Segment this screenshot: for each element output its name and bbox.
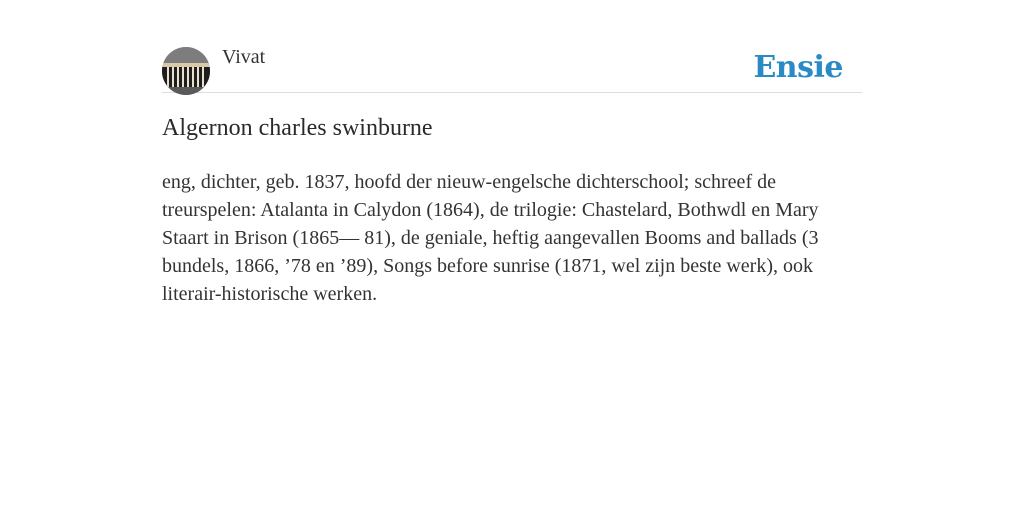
source-name[interactable]: Vivat — [222, 46, 266, 68]
entry-title: Algernon charles swinburne — [162, 115, 433, 141]
header — [162, 0, 862, 93]
source-avatar[interactable] — [162, 47, 210, 95]
brand-logo[interactable]: Ensie — [753, 50, 843, 85]
entry-body: eng, dichter, geb. 1837, hoofd der nieuw-engelsche dichterschool; schreef de treurspelen: Atalanta in Calydon (1864), de trilogie: Chastelard, Bothwdl en Mary Staart in Brison (1865— 81), de geniale, heftig aangevallen Booms and ballads (3 bundels, 1866, ’78 en ’89), Songs before sunrise (1871, wel zijn beste werk), ook literair-historische werken. — [162, 171, 819, 305]
page-container — [162, 0, 862, 305]
book-spines-icon — [162, 47, 210, 95]
